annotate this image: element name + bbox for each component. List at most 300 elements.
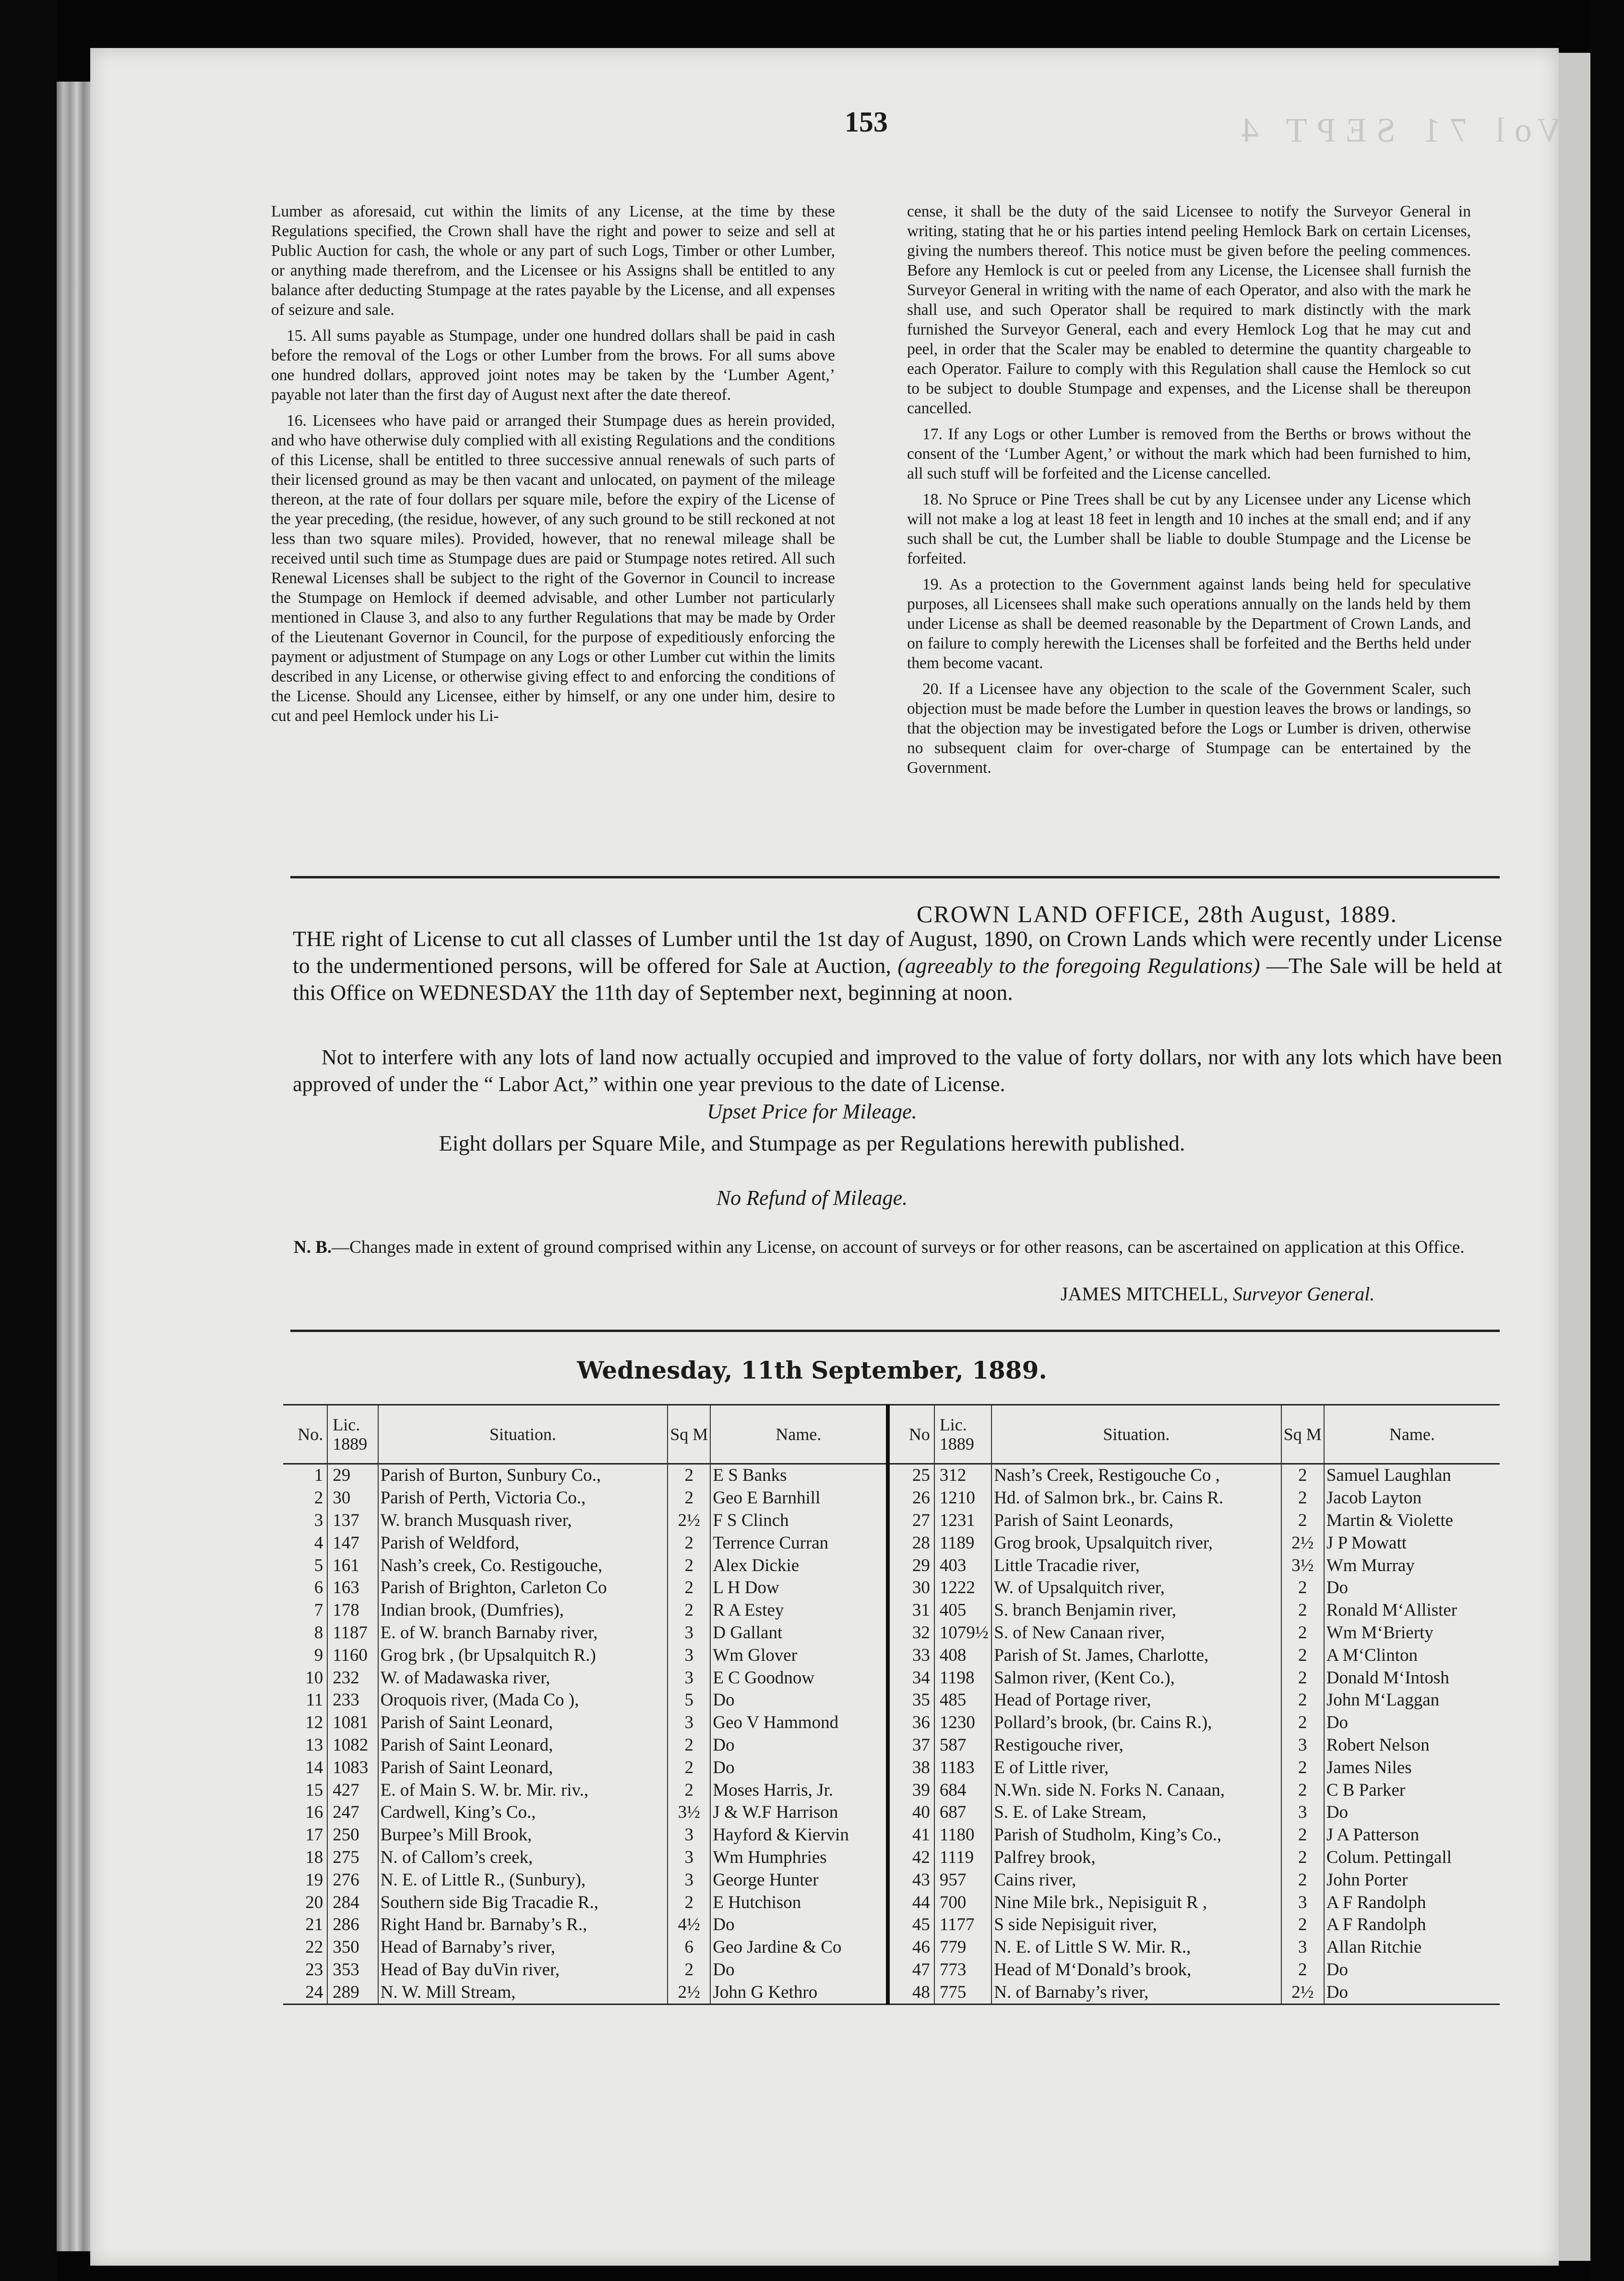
page-number: 153 — [845, 106, 888, 138]
cell-sq: 3½ — [668, 1801, 710, 1824]
table-row — [283, 1644, 1500, 1667]
cell-lic: 1187 — [327, 1622, 378, 1645]
cell-sq: 2 — [1281, 1689, 1324, 1712]
schedule-title: Wednesday, 11th September, 1889. — [577, 1356, 1047, 1384]
cell-no: 3 — [314, 1510, 323, 1530]
cell-no: 32 — [888, 1622, 934, 1645]
table-row — [283, 1622, 1500, 1645]
cell-lic: 178 — [327, 1599, 378, 1622]
cell-name: Do — [1324, 1801, 1500, 1824]
cell-lic: 1183 — [934, 1756, 991, 1779]
cell-name: Donald M‘Intosh — [1324, 1667, 1500, 1689]
cell-lic: 137 — [327, 1510, 378, 1532]
cell-situation: Indian brook, (Dumfries), — [378, 1599, 668, 1622]
cell-name: James Niles — [1324, 1756, 1500, 1779]
divider — [290, 1330, 1500, 1332]
facing-page-edge — [1559, 53, 1590, 2261]
cell-lic: 485 — [934, 1689, 991, 1712]
cell-sq: 2 — [1281, 1847, 1324, 1869]
cell-sq: 3 — [668, 1869, 710, 1891]
notice-paragraph — [293, 925, 1502, 1006]
cell-lic: 161 — [327, 1554, 378, 1577]
col-header-lic: Lic. 1889 — [327, 1405, 378, 1464]
table-row — [283, 1869, 1500, 1891]
cell-lic: 1231 — [934, 1510, 991, 1532]
cell-sq: 2 — [668, 1532, 710, 1554]
cell-no: 20 — [305, 1892, 323, 1912]
cell-situation: W. branch Musquash river, — [378, 1510, 668, 1532]
signer-title: Surveyor General. — [1232, 1283, 1375, 1305]
paragraph: 20. If a Licensee have any objection to the scale of the Government Scaler, such objection must be made before the Lumber in question leaves the brows or landings, so that the objection may be investigated before the Logs or Lumber is driven, otherwise no subsequent claim for over-charge of Stumpage can be entertained by the Government. — [907, 680, 1471, 777]
cell-sq: 3 — [1281, 1936, 1324, 1959]
cell-lic: 773 — [934, 1959, 991, 1981]
cell-name: Do — [710, 1914, 888, 1936]
cell-sq: 2 — [1281, 1577, 1324, 1599]
cell-situation: Pollard’s brook, (br. Cains R.), — [991, 1712, 1281, 1734]
cell-situation: Parish of Burton, Sunbury Co., — [378, 1464, 668, 1487]
col-header-situation: Situation. — [378, 1405, 668, 1464]
notice-italic: (agreeably to the foregoing Regulations) — [897, 953, 1260, 978]
cell-no: 39 — [888, 1779, 934, 1801]
cell-lic: 232 — [327, 1667, 378, 1689]
cell-lic: 1083 — [327, 1756, 378, 1779]
cell-name: J & W.F Harrison — [710, 1801, 888, 1824]
cell-name: Do — [1324, 1981, 1500, 2004]
cell-situation: S. E. of Lake Stream, — [991, 1801, 1281, 1824]
cell-sq: 2 — [1281, 1510, 1324, 1532]
cell-situation: S side Nepisiguit river, — [991, 1914, 1281, 1936]
bleed-through-text: Vol 71 SEPT 4 — [1231, 111, 1562, 149]
cell-name: Do — [1324, 1959, 1500, 1981]
cell-sq: 2 — [1281, 1644, 1324, 1667]
cell-sq: 6 — [668, 1936, 710, 1959]
cell-no: 22 — [305, 1937, 323, 1957]
cell-name: E S Banks — [710, 1464, 888, 1487]
cell-lic: 1198 — [934, 1667, 991, 1689]
cell-no: 35 — [888, 1689, 934, 1712]
cell-lic: 284 — [327, 1891, 378, 1914]
cell-no: 21 — [305, 1915, 323, 1935]
right-column — [907, 202, 1471, 778]
table-row — [283, 1959, 1500, 1981]
table-row — [283, 1599, 1500, 1622]
cell-situation: Southern side Big Tracadie R., — [378, 1891, 668, 1914]
cell-situation: N. E. of Little R., (Sunbury), — [378, 1869, 668, 1891]
cell-lic: 775 — [934, 1981, 991, 2004]
cell-situation: Nash’s Creek, Restigouche Co , — [991, 1464, 1281, 1487]
cell-sq: 2 — [1281, 1959, 1324, 1981]
cell-situation: Parish of Saint Leonard, — [378, 1756, 668, 1779]
col-header-name-2: Name. — [1324, 1405, 1500, 1464]
cell-situation: Cardwell, King’s Co., — [378, 1801, 668, 1824]
cell-name: A M‘Clinton — [1324, 1644, 1500, 1667]
cell-name: Colum. Pettingall — [1324, 1847, 1500, 1869]
table-row — [283, 1487, 1500, 1510]
cell-no: 19 — [305, 1870, 323, 1890]
cell-no: 23 — [305, 1959, 323, 1980]
table-row — [283, 1667, 1500, 1689]
cell-no: 11 — [306, 1690, 323, 1710]
cell-situation: Nine Mile brk., Nepisiguit R , — [991, 1891, 1281, 1914]
cell-lic: 684 — [934, 1779, 991, 1801]
cell-situation: N. of Callom’s creek, — [378, 1847, 668, 1869]
cell-sq: 2 — [668, 1487, 710, 1510]
divider — [290, 876, 1500, 878]
cell-situation: Nash’s creek, Co. Restigouche, — [378, 1554, 668, 1577]
cell-name: J P Mowatt — [1324, 1532, 1500, 1554]
cell-lic: 163 — [327, 1577, 378, 1599]
cell-name: J A Patterson — [1324, 1824, 1500, 1847]
cell-name: Allan Ritchie — [1324, 1936, 1500, 1959]
cell-name: Do — [1324, 1712, 1500, 1734]
cell-no: 4 — [314, 1533, 323, 1553]
cell-no: 42 — [888, 1847, 934, 1869]
cell-lic: 1081 — [327, 1712, 378, 1734]
table-row — [283, 1891, 1500, 1914]
cell-situation: Grog brook, Upsalquitch river, — [991, 1532, 1281, 1554]
cell-sq: 2 — [1281, 1599, 1324, 1622]
cell-sq: 4½ — [668, 1914, 710, 1936]
cell-situation: N. E. of Little S W. Mir. R., — [991, 1936, 1281, 1959]
table-row — [283, 1554, 1500, 1577]
table-header-row — [283, 1405, 1500, 1464]
cell-situation: N. of Barnaby’s river, — [991, 1981, 1281, 2004]
cell-name: Geo E Barnhill — [710, 1487, 888, 1510]
cell-sq: 2 — [668, 1599, 710, 1622]
cell-lic: 1180 — [934, 1824, 991, 1847]
cell-lic: 275 — [327, 1847, 378, 1869]
cell-situation: Parish of Saint Leonard, — [378, 1734, 668, 1757]
cell-name: F S Clinch — [710, 1510, 888, 1532]
table-row — [283, 1981, 1500, 2004]
cell-lic: 1210 — [934, 1487, 991, 1510]
cell-situation: Parish of Brighton, Carleton Co — [378, 1577, 668, 1599]
cell-name: L H Dow — [710, 1577, 888, 1599]
cell-lic: 1079½ — [934, 1622, 991, 1645]
cell-name: C B Parker — [1324, 1779, 1500, 1801]
cell-no: 25 — [888, 1464, 934, 1487]
cell-situation: Head of M‘Donald’s brook, — [991, 1959, 1281, 1981]
paragraph: Lumber as aforesaid, cut within the limits of any License, at the time by these Regulations specified, the Crown shall have the right and power to seize and sell at Public Auction for cash, the whole or any part of such Logs, Timber or other Lumber, or anything made therefrom, and the Licensee or his Assigns shall be entitled to any balance after deducting Stumpage at the rates payable by the License, and all expenses of seizure and sale. — [271, 203, 835, 319]
cell-sq: 2 — [668, 1464, 710, 1487]
paragraph: 19. As a protection to the Government against lands being held for speculative purposes, all Licensees shall make such operations annually on the lands held by them under License as shall be deemed reasonable by the Department of Crown Lands, and on failure to comply herewith the Licenses shall be forfeited and the Berths held under them become vacant. — [907, 576, 1471, 672]
table-row — [283, 1577, 1500, 1599]
cell-name: Jacob Layton — [1324, 1487, 1500, 1510]
col-header-sq-2: Sq M — [1281, 1405, 1324, 1464]
notice-paragraph: Not to interfere with any lots of land now actually occupied and improved to the value of forty dollars, nor with any lots which have been approved of under the “ Labor Act,” within one year previous to the date of License. — [293, 1045, 1502, 1096]
cell-no: 27 — [888, 1510, 934, 1532]
cell-sq: 2 — [1281, 1487, 1324, 1510]
cell-lic: 30 — [327, 1487, 378, 1510]
cell-situation: Cains river, — [991, 1869, 1281, 1891]
cell-lic: 1082 — [327, 1734, 378, 1757]
cell-name: Wm Humphries — [710, 1847, 888, 1869]
cell-lic: 1222 — [934, 1577, 991, 1599]
paragraph: 18. No Spruce or Pine Trees shall be cut by any Licensee under any License which will not make a log at least 18 feet in length and 10 inches at the small end; and if any such shall be cut, the Lumber shall be liable to double Stumpage and the License be forfeited. — [907, 491, 1471, 567]
schedule-body — [283, 1464, 1500, 2005]
cell-name: Ronald M‘Allister — [1324, 1599, 1500, 1622]
cell-name: Do — [710, 1689, 888, 1712]
paragraph: 15. All sums payable as Stumpage, under one hundred dollars shall be paid in cash before the removal of the Logs or other Lumber from the brows. For all sums above one hundred dollars, approved joint notes may be taken by the ‘Lumber Agent,’ payable not later than the first day of August next after the date thereof. — [271, 327, 835, 404]
col-header-no-2: No — [888, 1405, 934, 1464]
cell-no: 40 — [888, 1801, 934, 1824]
cell-lic: 700 — [934, 1891, 991, 1914]
cell-name: John G Kethro — [710, 1981, 888, 2004]
cell-no: 34 — [888, 1667, 934, 1689]
cell-sq: 2½ — [668, 1510, 710, 1532]
table-row — [283, 1824, 1500, 1847]
cell-situation: N. W. Mill Stream, — [378, 1981, 668, 2004]
nota-bene — [294, 1236, 1503, 1259]
nb-label: N. B. — [294, 1237, 332, 1257]
cell-sq: 2 — [668, 1959, 710, 1981]
cell-no: 36 — [888, 1712, 934, 1734]
cell-name: Wm M‘Brierty — [1324, 1622, 1500, 1645]
cell-sq: 2 — [668, 1734, 710, 1757]
cell-sq: 3 — [1281, 1734, 1324, 1757]
cell-no: 47 — [888, 1959, 934, 1981]
cell-name: Samuel Laughlan — [1324, 1464, 1500, 1487]
cell-no: 8 — [314, 1622, 323, 1643]
cell-name: Terrence Curran — [710, 1532, 888, 1554]
cell-no: 16 — [305, 1802, 323, 1823]
cell-sq: 5 — [668, 1689, 710, 1712]
cell-sq: 2½ — [1281, 1981, 1324, 2004]
cell-sq: 2½ — [1281, 1532, 1324, 1554]
cell-sq: 2 — [1281, 1622, 1324, 1645]
cell-situation: W. of Madawaska river, — [378, 1667, 668, 1689]
cell-situation: Parish of Saint Leonard, — [378, 1712, 668, 1734]
signer-name: JAMES MITCHELL, — [1061, 1283, 1228, 1305]
cell-name: A F Randolph — [1324, 1914, 1500, 1936]
cell-name: Geo Jardine & Co — [710, 1936, 888, 1959]
cell-situation: Palfrey brook, — [991, 1847, 1281, 1869]
cell-sq: 2 — [668, 1577, 710, 1599]
cell-no: 43 — [888, 1869, 934, 1891]
cell-sq: 3 — [668, 1644, 710, 1667]
cell-sq: 2 — [668, 1554, 710, 1577]
cell-situation: Head of Portage river, — [991, 1689, 1281, 1712]
cell-sq: 2 — [1281, 1756, 1324, 1779]
table-row — [283, 1847, 1500, 1869]
cell-situation: W. of Upsalquitch river, — [991, 1577, 1281, 1599]
cell-lic: 312 — [934, 1464, 991, 1487]
col-header-sq: Sq M — [668, 1405, 710, 1464]
upset-price — [0, 1099, 1624, 1124]
cell-name: E Hutchison — [710, 1891, 888, 1914]
cell-no: 41 — [888, 1824, 934, 1847]
cell-situation: Grog brk , (br Upsalquitch R.) — [378, 1644, 668, 1667]
cell-no: 7 — [314, 1600, 323, 1621]
cell-sq: 2 — [668, 1891, 710, 1914]
cell-no: 33 — [888, 1644, 934, 1667]
cell-no: 48 — [888, 1981, 934, 2004]
table-row — [283, 1532, 1500, 1554]
cell-sq: 2 — [1281, 1869, 1324, 1891]
cell-sq: 3 — [668, 1824, 710, 1847]
col-header-situation-2: Situation. — [991, 1405, 1281, 1464]
cell-name: R A Estey — [710, 1599, 888, 1622]
cell-name: Wm Glover — [710, 1644, 888, 1667]
cell-situation: Parish of St. James, Charlotte, — [991, 1644, 1281, 1667]
cell-lic: 408 — [934, 1644, 991, 1667]
left-column — [271, 202, 835, 726]
cell-name: Hayford & Kiervin — [710, 1824, 888, 1847]
cell-name: John M‘Laggan — [1324, 1689, 1500, 1712]
cell-sq: 3 — [668, 1622, 710, 1645]
upset-price-text: Upset Price for Mileage. — [707, 1100, 917, 1123]
cell-situation: Head of Bay duVin river, — [378, 1959, 668, 1981]
cell-no: 9 — [314, 1645, 323, 1665]
cell-name: George Hunter — [710, 1869, 888, 1891]
cell-name: Robert Nelson — [1324, 1734, 1500, 1757]
cell-sq: 2 — [1281, 1464, 1324, 1487]
cell-lic: 1189 — [934, 1532, 991, 1554]
cell-name: Alex Dickie — [710, 1554, 888, 1577]
cell-sq: 2 — [1281, 1914, 1324, 1936]
cell-sq: 3 — [1281, 1801, 1324, 1824]
cell-sq: 2 — [668, 1756, 710, 1779]
cell-no: 29 — [888, 1554, 934, 1577]
cell-no: 17 — [305, 1825, 323, 1845]
cell-no: 28 — [888, 1532, 934, 1554]
cell-situation: Parish of Perth, Victoria Co., — [378, 1487, 668, 1510]
cell-sq: 2 — [668, 1779, 710, 1801]
schedule-table — [283, 1404, 1500, 2005]
cell-no: 46 — [888, 1936, 934, 1959]
cell-lic: 247 — [327, 1801, 378, 1824]
cell-no: 38 — [888, 1756, 934, 1779]
cell-situation: S. of New Canaan river, — [991, 1622, 1281, 1645]
cell-situation: Right Hand br. Barnaby’s R., — [378, 1914, 668, 1936]
notice-text: —The Sale will be held at this Office on WEDNESDAY the 11th day of September next, beginning at noon. — [293, 953, 1502, 1005]
cell-sq: 3 — [1281, 1891, 1324, 1914]
signature — [1061, 1283, 1374, 1305]
cell-no: 30 — [888, 1577, 934, 1599]
table-row — [283, 1756, 1500, 1779]
cell-sq: 3½ — [1281, 1554, 1324, 1577]
cell-no: 5 — [314, 1555, 323, 1575]
cell-name: Do — [1324, 1577, 1500, 1599]
cell-lic: 1230 — [934, 1712, 991, 1734]
page-edge-stack — [57, 82, 90, 2251]
cell-situation: Head of Barnaby’s river, — [378, 1936, 668, 1959]
cell-no: 6 — [314, 1578, 323, 1598]
cell-situation: Salmon river, (Kent Co.), — [991, 1667, 1281, 1689]
cell-lic: 779 — [934, 1936, 991, 1959]
cell-no: 18 — [305, 1847, 323, 1867]
cell-situation: E. of W. branch Barnaby river, — [378, 1622, 668, 1645]
cell-situation: Oroquois river, (Mada Co ), — [378, 1689, 668, 1712]
cell-situation: N.Wn. side N. Forks N. Canaan, — [991, 1779, 1281, 1801]
cell-no: 2 — [314, 1488, 323, 1508]
cell-lic: 405 — [934, 1599, 991, 1622]
cell-no: 12 — [305, 1713, 323, 1733]
cell-lic: 29 — [327, 1464, 378, 1487]
cell-lic: 353 — [327, 1959, 378, 1981]
paragraph: 16. Licensees who have paid or arranged their Stumpage dues as herein provided, and who have otherwise duly complied with all existing Regulations and the conditions of this License, shall be entitled to three successive annual renewals of such parts of their licensed ground as may be then vacant and unlocated, on payment of the mileage thereon, at the rate of four dollars per square mile, before the expiry of the License of the year preceding, (the residue, however, of any such ground to be still reckoned at not less than two square miles). Provided, however, that no renewal mileage shall be received until such time as Stumpage dues are paid or Stumpage notes retired. All such Renewal Licenses shall be subject to the right of the Governor in Council to increase the Stumpage on Hemlock if deemed advisable, and other Lumber not particularly mentioned in Clause 3, and also to any further Regulations that may be made by Order of the Lieutenant Governor in Council, for the purpose of expeditiously enforcing the payment or adjustment of Stumpage on any Logs or other Lumber cut within the limits described in any License, or otherwise giving effect to and enforcing the conditions of the License. Should any Licensee, either by himself, or any one under him, desire to cut and peel Hemlock under his Li- — [271, 412, 835, 725]
cell-lic: 587 — [934, 1734, 991, 1757]
cell-situation: Parish of Studholm, King’s Co., — [991, 1824, 1281, 1847]
cell-lic: 147 — [327, 1532, 378, 1554]
cell-sq: 2 — [1281, 1667, 1324, 1689]
cell-name: Do — [710, 1756, 888, 1779]
cell-situation: Hd. of Salmon brk., br. Cains R. — [991, 1487, 1281, 1510]
cell-sq: 2 — [1281, 1824, 1324, 1847]
cell-sq: 3 — [668, 1667, 710, 1689]
cell-name: Geo V Hammond — [710, 1712, 888, 1734]
cell-sq: 2 — [1281, 1712, 1324, 1734]
table-row — [283, 1510, 1500, 1532]
table-row — [283, 1712, 1500, 1734]
table-row — [283, 1464, 1500, 1487]
no-refund — [0, 1186, 1624, 1210]
notice-text: THE right of License to cut all classes of Lumber until the 1st day of August, 1890, on Crown Lands which were recently under License to the undermentioned persons, will be offered for Sale at Auction, — [293, 926, 1502, 978]
cell-lic: 276 — [327, 1869, 378, 1891]
cell-no: 44 — [888, 1891, 934, 1914]
price-line: Eight dollars per Square Mile, and Stumpage as per Regulations herewith published. — [439, 1131, 1185, 1155]
cell-no: 14 — [305, 1757, 323, 1777]
cell-sq: 3 — [668, 1847, 710, 1869]
cell-no: 45 — [888, 1914, 934, 1936]
cell-lic: 250 — [327, 1824, 378, 1847]
cell-name: Do — [710, 1959, 888, 1981]
cell-situation: E of Little river, — [991, 1756, 1281, 1779]
col-header-no: No. — [283, 1405, 327, 1464]
table-row — [283, 1801, 1500, 1824]
cell-no: 13 — [305, 1735, 323, 1755]
cell-no: 24 — [283, 1981, 327, 2004]
cell-situation: Restigouche river, — [991, 1734, 1281, 1757]
cell-sq: 2 — [1281, 1779, 1324, 1801]
nb-text: —Changes made in extent of ground comprised within any License, on account of surveys or for other reasons, can be ascertained on application at this Office. — [332, 1237, 1465, 1257]
cell-situation: Parish of Saint Leonards, — [991, 1510, 1281, 1532]
cell-lic: 1177 — [934, 1914, 991, 1936]
cell-lic: 403 — [934, 1554, 991, 1577]
cell-situation: Little Tracadie river, — [991, 1554, 1281, 1577]
table-row — [283, 1779, 1500, 1801]
cell-situation: S. branch Benjamin river, — [991, 1599, 1281, 1622]
cell-name: D Gallant — [710, 1622, 888, 1645]
cell-lic: 289 — [327, 1981, 378, 2004]
col-header-name: Name. — [710, 1405, 888, 1464]
cell-situation: Parish of Weldford, — [378, 1532, 668, 1554]
table-row — [283, 1936, 1500, 1959]
cell-lic: 286 — [327, 1914, 378, 1936]
paragraph: 17. If any Logs or other Lumber is removed from the Berths or brows without the consent of the ‘Lumber Agent,’ or without the mark which had been furnished to him, all such stuff will be forfeited and the License cancelled. — [907, 425, 1471, 482]
cell-no: 31 — [888, 1599, 934, 1622]
cell-situation: E. of Main S. W. br. Mir. riv., — [378, 1779, 668, 1801]
cell-name: A F Randolph — [1324, 1891, 1500, 1914]
cell-no: 1 — [314, 1465, 323, 1486]
notice-heading: CROWN LAND OFFICE, 28th August, 1889. — [917, 900, 1397, 927]
cell-sq: 2½ — [668, 1981, 710, 2004]
paragraph: cense, it shall be the duty of the said Licensee to notify the Surveyor General in writing, stating that he or his parties intend peeling Hemlock Bark on certain Licenses, giving the numbers thereof. This notice must be given before the peeling commences. Before any Hemlock is cut or peeled from any License, the Licensee shall furnish the Surveyor General in writing with the name of each Operator, and also with the mark he shall use, and such Operator shall be required to mark distinctly with the mark furnished the Surveyor General, each and every Hemlock Log that he may cut and peel, in order that the Scaler may be enabled to determine the quantity chargeable to each Operator. Failure to comply with this Regulation shall cause the Hemlock so cut to be subject to double Stumpage and expenses, and the License shall be thereupon cancelled. — [907, 203, 1471, 417]
cell-name: Wm Murray — [1324, 1554, 1500, 1577]
cell-no: 15 — [305, 1780, 323, 1800]
table-row — [283, 1914, 1500, 1936]
table-row — [283, 1689, 1500, 1712]
cell-lic: 687 — [934, 1801, 991, 1824]
cell-lic: 350 — [327, 1936, 378, 1959]
cell-name: John Porter — [1324, 1869, 1500, 1891]
no-refund-text: No Refund of Mileage. — [716, 1186, 908, 1210]
cell-lic: 233 — [327, 1689, 378, 1712]
cell-name: Martin & Violette — [1324, 1510, 1500, 1532]
cell-no: 10 — [305, 1668, 323, 1688]
cell-lic: 1119 — [934, 1847, 991, 1869]
cell-no: 26 — [888, 1487, 934, 1510]
